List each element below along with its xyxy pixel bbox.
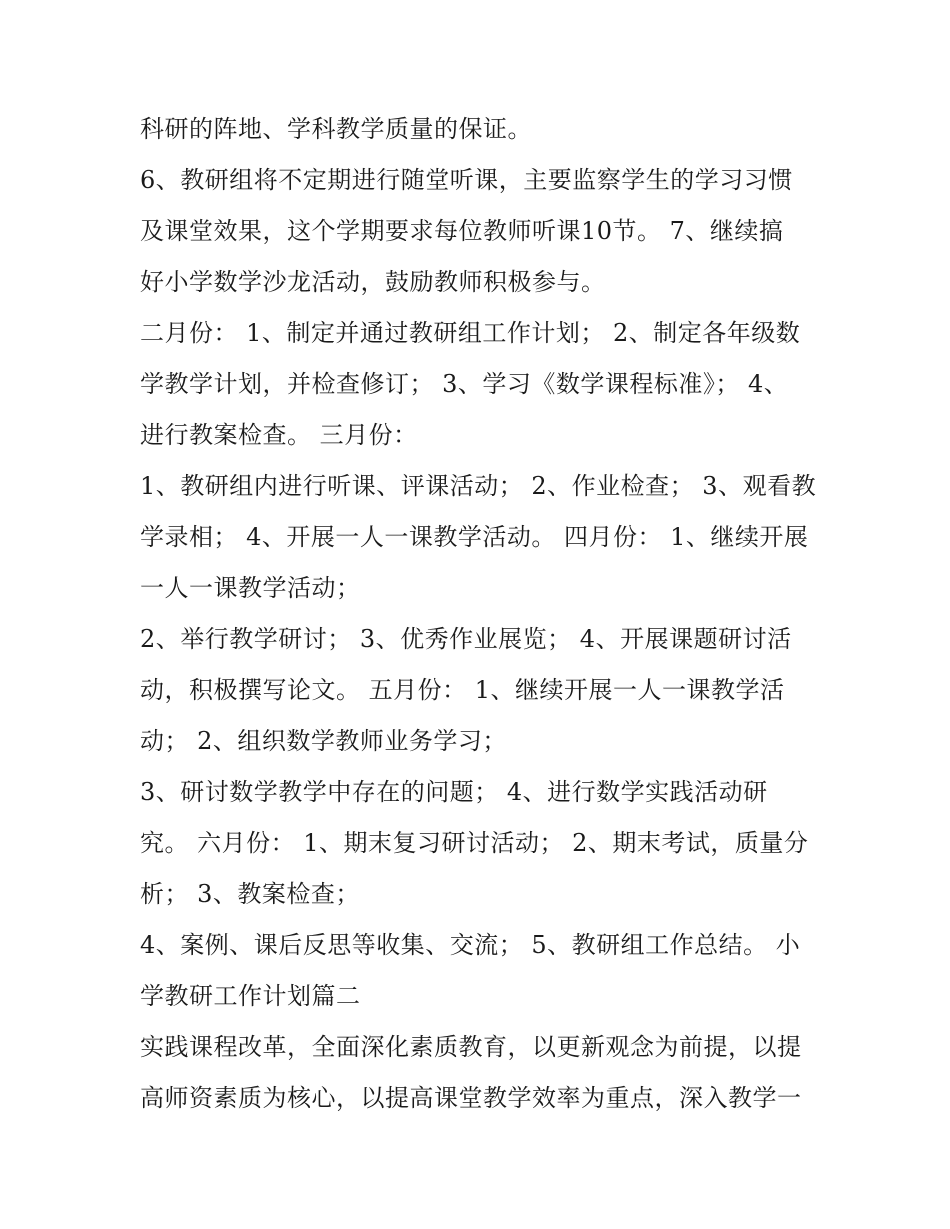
text-line: 进行教案检查。 三月份： <box>140 421 418 449</box>
text-line: 动，积极撰写论文。 五月份： 1、继续开展一人一课教学活 <box>140 676 785 704</box>
text-line: 析； 3、教案检查； <box>140 880 360 908</box>
text-line: 学教学计划，并检查修订； 3、学习《数学课程标准》； 4、 <box>140 370 789 398</box>
text-line: 4、案例、课后反思等收集、交流； 5、教研组工作总结。 小 <box>140 931 801 959</box>
text-line: 学录相； 4、开展一人一课教学活动。 四月份： 1、继续开展 <box>140 523 809 551</box>
text-line: 科研的阵地、学科教学质量的保证。 <box>140 115 532 143</box>
text-line: 2、举行教学研讨； 3、优秀作业展览； 4、开展课题研讨活 <box>140 625 792 653</box>
text-line: 好小学数学沙龙活动，鼓励教师积极参与。 <box>140 268 606 296</box>
text-line: 二月份： 1、制定并通过教研组工作计划； 2、制定各年级数 <box>140 319 801 347</box>
text-line: 及课堂效果，这个学期要求每位教师听课10节。 7、继续搞 <box>140 217 784 245</box>
text-line: 1、教研组内进行听课、评课活动； 2、作业检查； 3、观看教 <box>140 472 817 500</box>
document-body <box>140 104 830 1124</box>
text-line: 究。 六月份： 1、期末复习研讨活动； 2、期末考试，质量分 <box>140 829 809 857</box>
text-line: 高师资素质为核心，以提高课堂教学效率为重点，深入教学一 <box>140 1084 802 1112</box>
text-line: 6、教研组将不定期进行随堂听课，主要监察学生的学习习惯 <box>140 166 793 194</box>
text-line: 一人一课教学活动； <box>140 574 361 602</box>
section-heading: 学教研工作计划篇二 <box>140 982 361 1010</box>
text-line: 动； 2、组织数学教师业务学习； <box>140 727 507 755</box>
text-line: 3、研讨数学教学中存在的问题； 4、进行数学实践活动研 <box>140 778 768 806</box>
text-line: 实践课程改革，全面深化素质教育，以更新观念为前提，以提 <box>140 1033 802 1061</box>
